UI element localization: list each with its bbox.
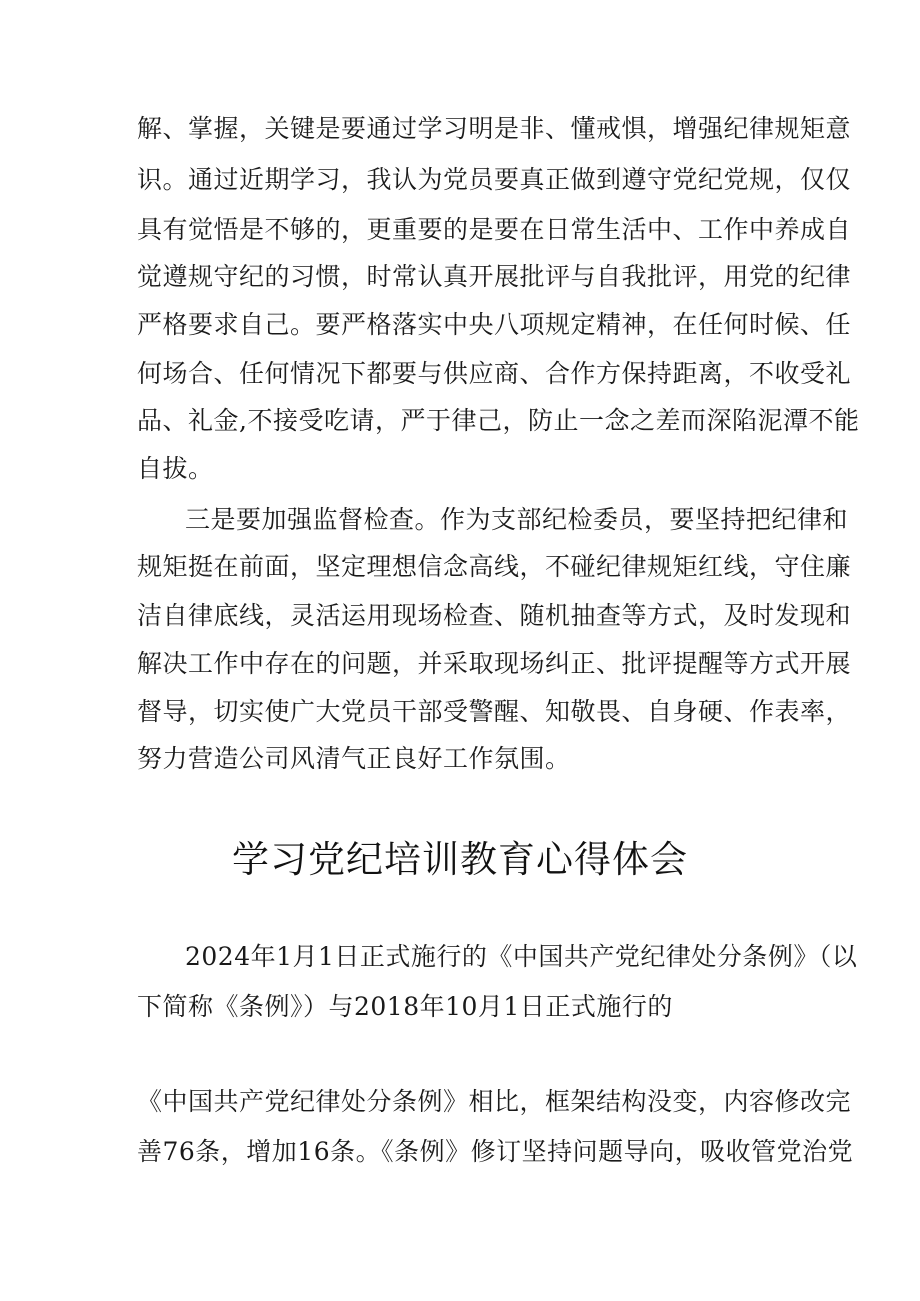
paragraph-line: 具有觉悟是不够的，更重要的是要在日常生活中、工作中养成自 (137, 215, 852, 244)
paragraph-line: 解决工作中存在的问题，并采取现场纠正、批评提醒等方式开展 (137, 649, 852, 678)
paragraph-line: 解、掌握，关键是要通过学习明是非、懂戒惧，增强纪律规矩意 (137, 114, 852, 143)
paragraph-line: 规矩挺在前面，坚定理想信念高线，不碰纪律规矩红线，守住廉 (137, 552, 852, 581)
paragraph-line: 觉遵规守纪的习惯，时常认真开展批评与自我批评，用党的纪律 (137, 262, 852, 291)
paragraph-line: 品、礼金,不接受吃请，严于律己，防止一念之差而深陷泥潭不能 (137, 406, 860, 435)
paragraph-line: 《中国共产党纪律处分条例》相比，框架结构没变，内容修改完 (137, 1087, 852, 1116)
paragraph-line: 2024年1月1日正式施行的《中国共产党纪律处分条例》（以 (185, 942, 858, 971)
article-title: 学习党纪培训教育心得体会 (232, 838, 688, 881)
paragraph-line: 洁自律底线，灵活运用现场检查、随机抽查等方式，及时发现和 (137, 601, 852, 630)
paragraph-line: 何场合、任何情况下都要与供应商、合作方保持距离，不收受礼 (137, 359, 852, 388)
paragraph-line: 督导，切实使广大党员干部受警醒、知敬畏、自身硬、作表率， (137, 697, 852, 726)
paragraph-line: 自拔。 (137, 454, 214, 483)
paragraph-line: 善76条，增加16条。《条例》修订坚持问题导向，吸收管党治党 (137, 1137, 854, 1166)
paragraph-line: 三是要加强监督检查。作为支部纪检委员，要坚持把纪律和 (185, 505, 849, 534)
paragraph-line: 下简称《条例》）与2018年10月1日正式施行的 (137, 992, 673, 1021)
paragraph-line: 识。通过近期学习，我认为党员要真正做到遵守党纪党规，仅仅 (137, 165, 852, 194)
paragraph-line: 严格要求自己。要严格落实中央八项规定精神，在任何时候、任 (137, 310, 852, 339)
paragraph-line: 努力营造公司风清气正良好工作氛围。 (137, 744, 571, 773)
